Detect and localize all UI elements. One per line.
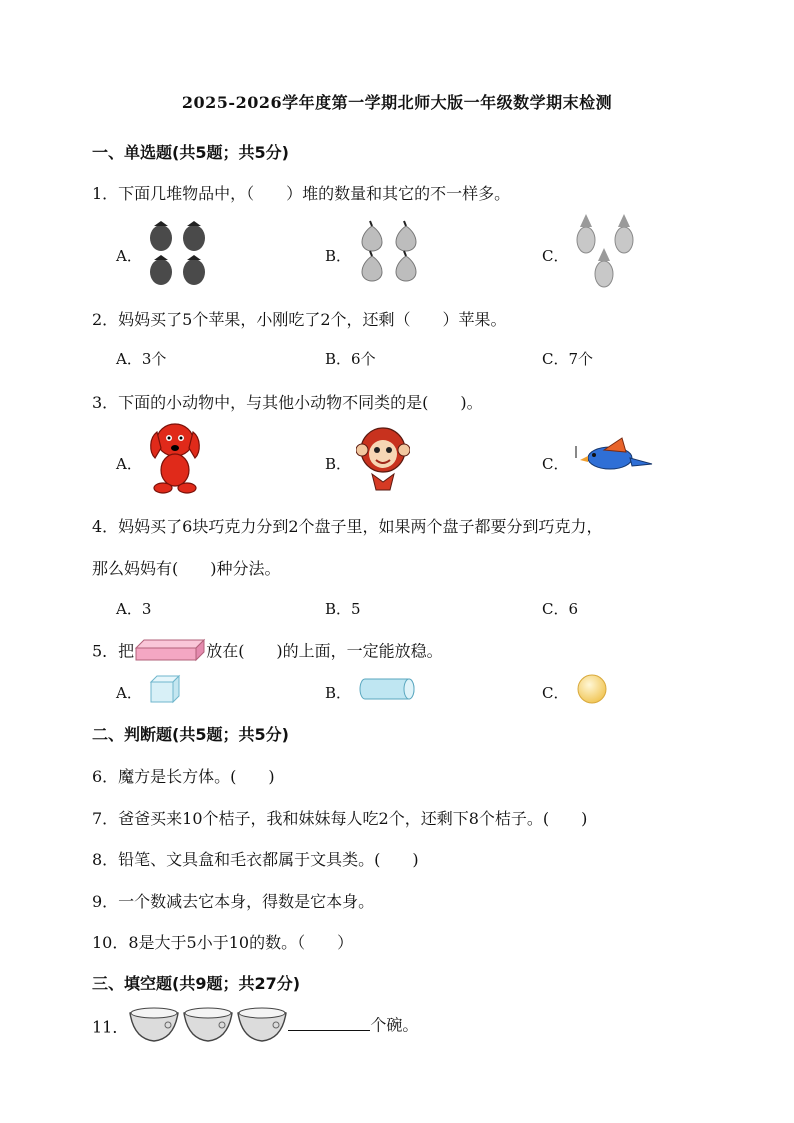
q4-option-a: A．3 bbox=[116, 600, 152, 618]
monkey-icon bbox=[356, 424, 410, 496]
question-4-line-1: 4．妈妈买了6块巧克力分到2个盘子里，如果两个盘子都要分到巧克力， bbox=[92, 517, 603, 536]
q1-option-b-label: B． bbox=[325, 247, 352, 265]
question-9: 9．一个数减去它本身，得数是它本身。 bbox=[92, 892, 375, 911]
pear-icon bbox=[356, 220, 422, 288]
strawberry-icon bbox=[146, 218, 212, 294]
cuboid-icon bbox=[134, 638, 206, 666]
q3-option-c-label: C． bbox=[542, 455, 569, 473]
q5-option-b-label: B． bbox=[325, 684, 352, 702]
section-single-choice: 一、单选题(共5题；共5分) bbox=[92, 143, 289, 162]
question-5-prefix: 5．把 bbox=[92, 641, 135, 661]
question-3: 3．下面的小动物中，与其他小动物不同类的是( )。 bbox=[92, 393, 483, 412]
q4-option-c: C．6 bbox=[542, 600, 579, 618]
q5-option-c-label: C． bbox=[542, 684, 569, 702]
q2-option-a: A．3个 bbox=[116, 350, 167, 368]
q1-option-c-label: C． bbox=[542, 247, 569, 265]
cube-icon bbox=[149, 674, 181, 708]
q5-option-a-label: A． bbox=[116, 684, 142, 702]
question-11-suffix: 个碗。 bbox=[370, 1015, 419, 1035]
section-fill-blank: 三、填空题(共9题；共27分) bbox=[92, 974, 301, 993]
q1-option-a-label: A． bbox=[116, 247, 142, 265]
question-11 bbox=[92, 1005, 418, 1047]
section-true-false: 二、判断题(共5题；共5分) bbox=[92, 725, 289, 744]
q2-option-c: C．7个 bbox=[542, 350, 594, 368]
question-10: 10．8是大于5小于10的数。（ ） bbox=[92, 933, 354, 952]
question-4-line-2: 那么妈妈有( )种分法。 bbox=[92, 559, 281, 578]
answer-blank[interactable] bbox=[288, 1016, 370, 1031]
dog-icon bbox=[145, 418, 207, 500]
question-8: 8．铅笔、文具盒和毛衣都属于文具类。( ) bbox=[92, 850, 419, 869]
exam-title: 2025-2026学年度第一学期北师大版一年级数学期末检测 bbox=[181, 93, 613, 112]
question-1: 1．下面几堆物品中，（ ）堆的数量和其它的不一样多。 bbox=[92, 184, 511, 203]
cylinder-icon bbox=[359, 677, 415, 705]
q3-option-b-label: B． bbox=[325, 455, 352, 473]
sphere-icon bbox=[576, 673, 608, 709]
bird-icon bbox=[574, 436, 654, 484]
question-5-suffix: 放在( )的上面，一定能放稳。 bbox=[206, 641, 443, 661]
pineapple-icon bbox=[574, 212, 638, 296]
question-11-number: 11． bbox=[92, 1017, 129, 1037]
question-6: 6．魔方是长方体。( ) bbox=[92, 767, 275, 786]
question-2: 2．妈妈买了5个苹果，小刚吃了2个，还剩（ ）苹果。 bbox=[92, 310, 507, 329]
question-5 bbox=[92, 638, 443, 666]
q3-option-a-label: A． bbox=[116, 455, 142, 473]
q2-option-b: B．6个 bbox=[325, 350, 376, 368]
question-7: 7．爸爸买来10个桔子，我和妹妹每人吃2个，还剩下8个桔子。( ) bbox=[92, 809, 588, 828]
bowl-icon bbox=[128, 1005, 288, 1047]
q4-option-b: B．5 bbox=[325, 600, 361, 618]
